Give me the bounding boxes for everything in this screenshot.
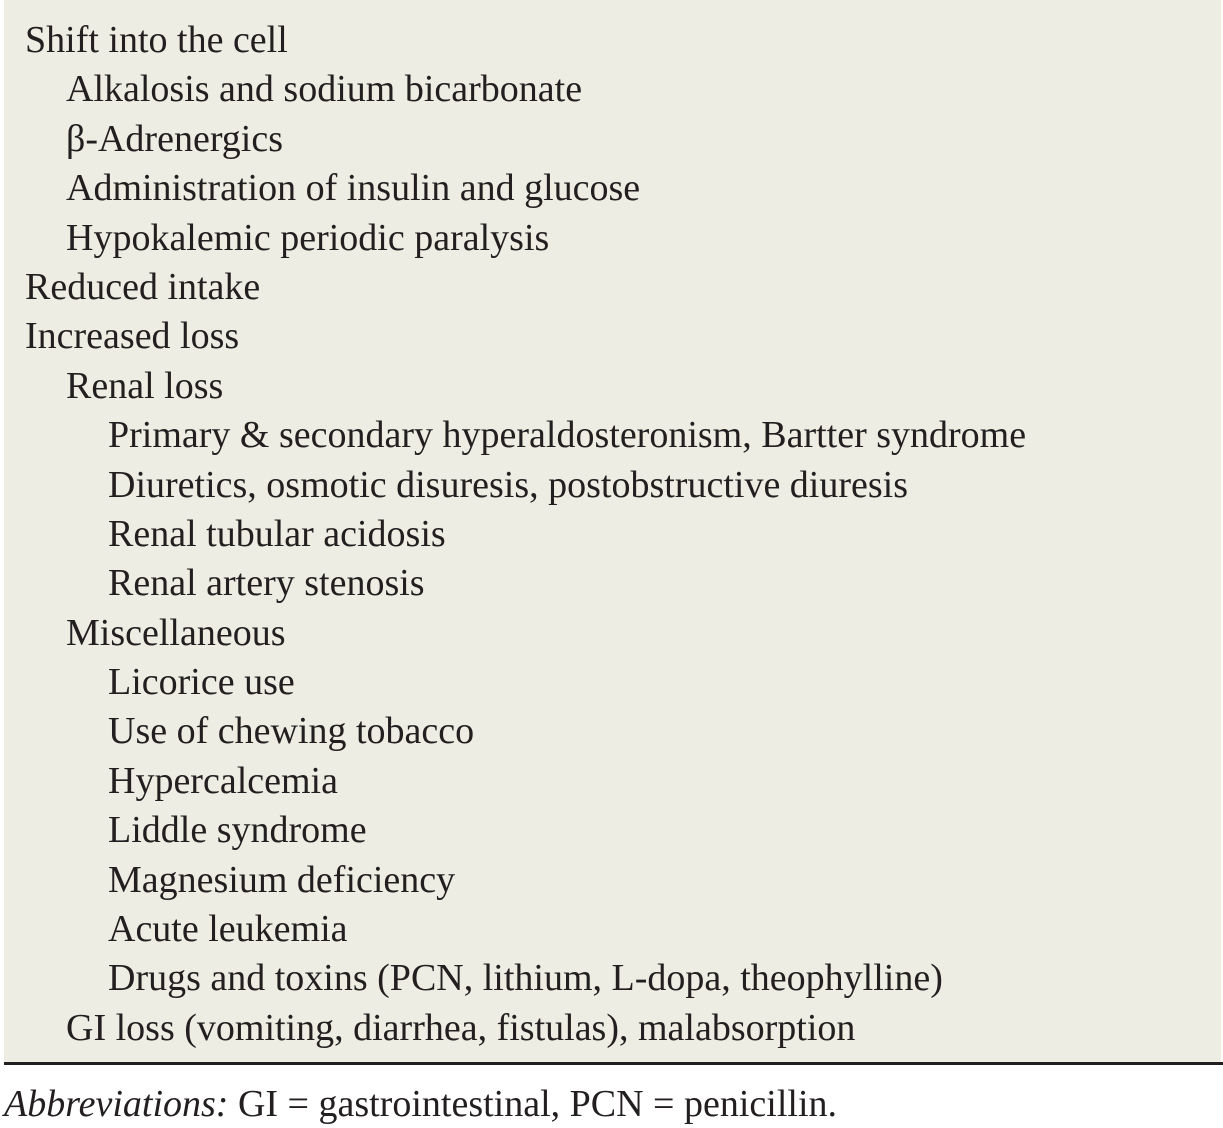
table-row: Shift into the cell xyxy=(25,19,288,61)
table-row: Licorice use xyxy=(108,661,295,704)
abbreviations-footnote xyxy=(4,1080,837,1128)
table-row: GI loss (vomiting, diarrhea, fistulas), malabsorption xyxy=(66,1006,856,1049)
table-row: Drugs and toxins (PCN, lithium, L-dopa, theophylline) xyxy=(108,957,943,1000)
table-row: Renal tubular acidosis xyxy=(108,512,446,555)
table-row: Miscellaneous xyxy=(66,611,286,654)
table-row: Magnesium deficiency xyxy=(108,858,456,901)
table-bottom-rule xyxy=(4,1062,1223,1065)
abbreviations-label: Abbreviations: xyxy=(4,1083,229,1125)
table-row: Hypokalemic periodic paralysis xyxy=(66,216,550,259)
table-row: Hypercalcemia xyxy=(108,759,338,802)
table-row: Liddle syndrome xyxy=(108,809,367,852)
table-row: Primary & secondary hyperaldosteronism, Bartter syndrome xyxy=(108,414,1027,457)
table-panel xyxy=(4,0,1221,1062)
table-rows xyxy=(4,16,1026,1053)
table-row: Use of chewing tobacco xyxy=(108,710,475,753)
table-row: Administration of insulin and glucose xyxy=(66,167,641,210)
table-row: Renal artery stenosis xyxy=(108,562,425,605)
table-row: Diuretics, osmotic disuresis, postobstructive diuresis xyxy=(108,463,909,506)
table-row: Reduced intake xyxy=(25,265,261,308)
table-row: Renal loss xyxy=(66,364,224,407)
table-row: Increased loss xyxy=(25,315,240,358)
table-row: Acute leukemia xyxy=(108,908,348,951)
table-row: β-Adrenergics xyxy=(66,117,283,160)
table-row: Alkalosis and sodium bicarbonate xyxy=(66,68,583,111)
abbreviations-text: GI = gastrointestinal, PCN = penicillin. xyxy=(228,1083,838,1125)
